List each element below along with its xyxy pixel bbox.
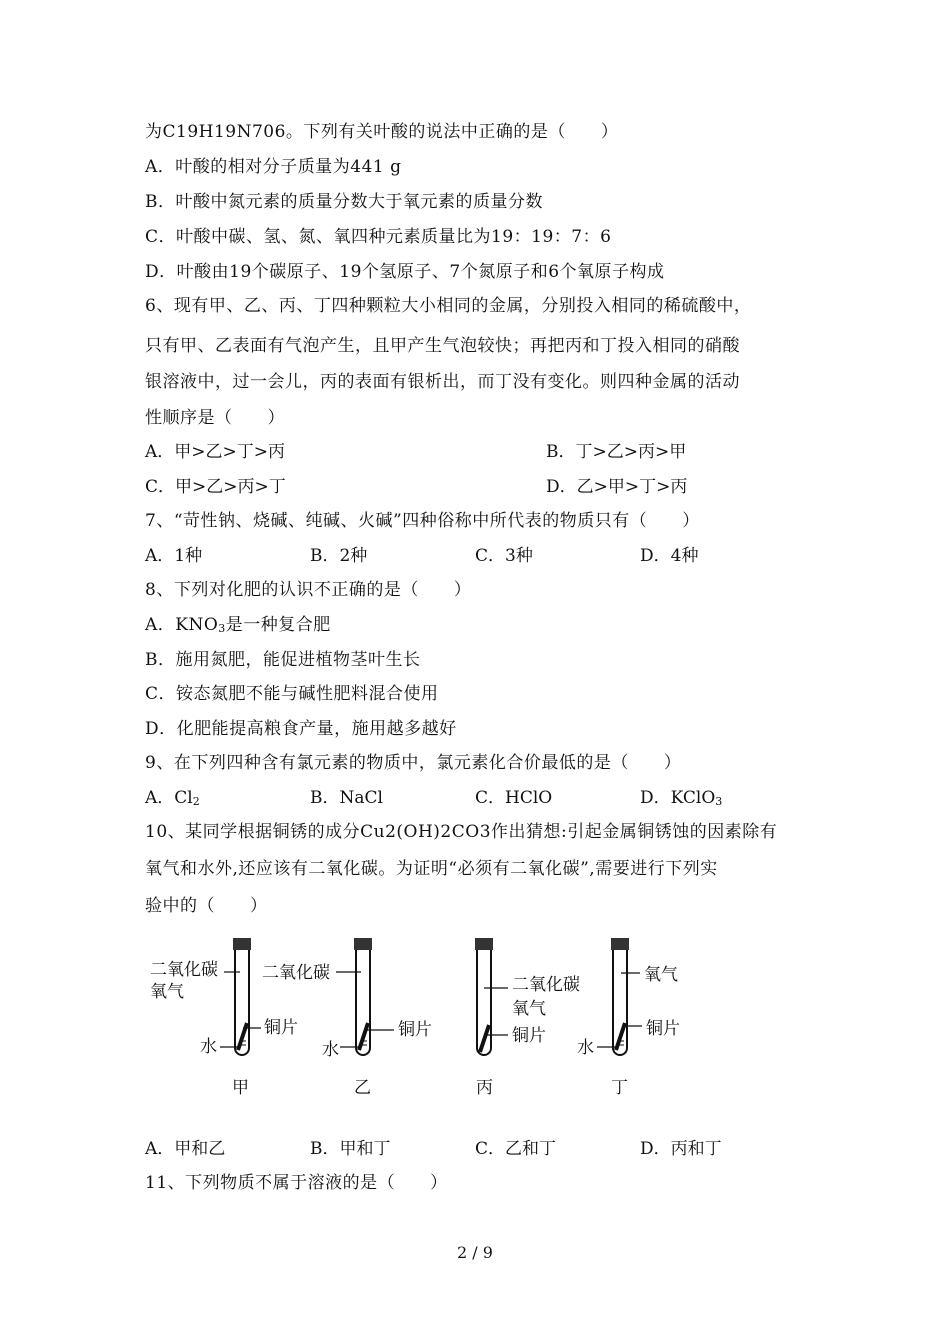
q5-stem-tail: 为C19H19N706。下列有关叶酸的说法中正确的是（ ）: [145, 122, 619, 142]
tube-bing: [475, 938, 580, 1098]
q10-option-d: D．丙和丁: [640, 1139, 722, 1159]
q9-option-c: C．HClO: [475, 788, 553, 808]
q6-stem-line-4: 性顺序是（ ）: [145, 408, 285, 428]
q6-option-c: C．甲>乙>丙>丁: [145, 477, 286, 497]
q6-stem-line-1: 6、现有甲、乙、丙、丁四种颗粒大小相同的金属，分别投入相同的稀硫酸中，: [145, 296, 752, 316]
tube-jia: [150, 938, 298, 1098]
q10-option-a: A．甲和乙: [145, 1139, 226, 1159]
tube-yi-name: 乙: [354, 1078, 371, 1098]
q10-stem-line-2: 氧气和水外,还应该有二氧化碳。为证明“必须有二氧化碳”,需要进行下列实: [145, 859, 718, 879]
q5-option-a: A．叶酸的相对分子质量为441 g: [145, 157, 402, 177]
tube-bing-gas1-label: 二氧化碳: [512, 975, 580, 995]
tube-bing-copper: [480, 1025, 489, 1052]
q6-option-d: D．乙>甲>丁>丙: [546, 477, 688, 497]
tube-ding-water-label: 水: [577, 1038, 594, 1058]
tube-bing-stopper: [475, 938, 493, 950]
q11-stem: 11、下列物质不属于溶液的是（ ）: [145, 1173, 448, 1193]
q10-stem-line-3: 验中的（ ）: [145, 896, 268, 916]
tube-jia-gas1-label: 二氧化碳: [150, 960, 218, 980]
tube-bing-name: 丙: [476, 1078, 493, 1098]
q7-stem: 7、“苛性钠、烧碱、纯碱、火碱”四种俗称中所代表的物质只有（ ）: [145, 511, 700, 531]
tube-bing-metal-label: 铜片: [512, 1026, 546, 1046]
q8-option-b: B．施用氮肥，能促进植物茎叶生长: [145, 650, 421, 670]
tube-yi-water-label: 水: [322, 1040, 339, 1060]
q9-option-d: D．KClO$_3$: [640, 788, 723, 808]
q10-stem-line-1: 10、某同学根据铜锈的成分Cu2(OH)2CO3作出猜想:引起金属铜锈蚀的因素除有: [145, 822, 778, 842]
tube-jia-copper: [238, 1023, 247, 1050]
tube-jia-water-label: 水: [200, 1037, 217, 1057]
tube-bing-gas2-label: 氧气: [512, 999, 546, 1019]
tube-jia-metal-label: 铜片: [264, 1018, 298, 1038]
tube-ding-name: 丁: [611, 1078, 628, 1098]
tube-ding-stopper: [611, 938, 629, 950]
q10-option-b: B．甲和丁: [310, 1139, 391, 1159]
q7-option-d: D．4种: [640, 546, 699, 566]
tube-ding-gas1-label: 氧气: [644, 965, 678, 985]
q6-option-a: A．甲>乙>丁>丙: [145, 442, 286, 462]
tube-ding-metal-label: 铜片: [646, 1019, 680, 1039]
q8-option-c: C．铵态氮肥不能与碱性肥料混合使用: [145, 684, 439, 704]
q7-option-a: A．1种: [145, 546, 203, 566]
q8-option-a: A．$KNO_3$是一种复合肥: [145, 615, 331, 635]
q9-option-b: B．NaCl: [310, 788, 383, 808]
tube-jia-gas2-label: 氧气: [150, 982, 184, 1002]
tube-yi-metal-label: 铜片: [398, 1020, 432, 1040]
tube-jia-stopper: [233, 938, 251, 950]
q8-option-d: D．化肥能提高粮食产量，施用越多越好: [145, 719, 457, 739]
q10-option-c: C．乙和丁: [475, 1139, 557, 1159]
tube-yi-stopper: [354, 938, 372, 950]
tube-ding: [577, 938, 680, 1098]
tube-yi-copper: [359, 1023, 368, 1050]
test-tube-figure: [140, 930, 710, 1105]
q5-option-b: B．叶酸中氮元素的质量分数大于氧元素的质量分数: [145, 192, 543, 212]
page-number: 2 / 9: [457, 1243, 493, 1262]
q7-option-c: C．3种: [475, 546, 533, 566]
q6-stem-line-3: 银溶液中，过一会儿，丙的表面有银析出，而丁没有变化。则四种金属的活动: [145, 372, 740, 392]
q6-stem-line-2: 只有甲、乙表面有气泡产生，且甲产生气泡较快；再把丙和丁投入相同的硝酸: [145, 336, 740, 356]
tube-ding-copper: [616, 1023, 625, 1050]
q8-stem: 8、下列对化肥的认识不正确的是（ ）: [145, 580, 472, 600]
q5-option-c: C．叶酸中碳、氢、氮、氧四种元素质量比为19：19：7：6: [145, 227, 612, 247]
q9-stem: 9、在下列四种含有氯元素的物质中，氯元素化合价最低的是（ ）: [145, 753, 682, 773]
q7-option-b: B．2种: [310, 546, 368, 566]
q6-option-b: B．丁>乙>丙>甲: [546, 442, 687, 462]
q9-option-a: A．$Cl_2$: [145, 788, 200, 808]
q5-option-d: D．叶酸由19个碳原子、19个氢原子、7个氮原子和6个氧原子构成: [145, 262, 665, 282]
tube-yi-gas1-label: 二氧化碳: [262, 963, 330, 983]
tube-jia-name: 甲: [232, 1078, 249, 1098]
